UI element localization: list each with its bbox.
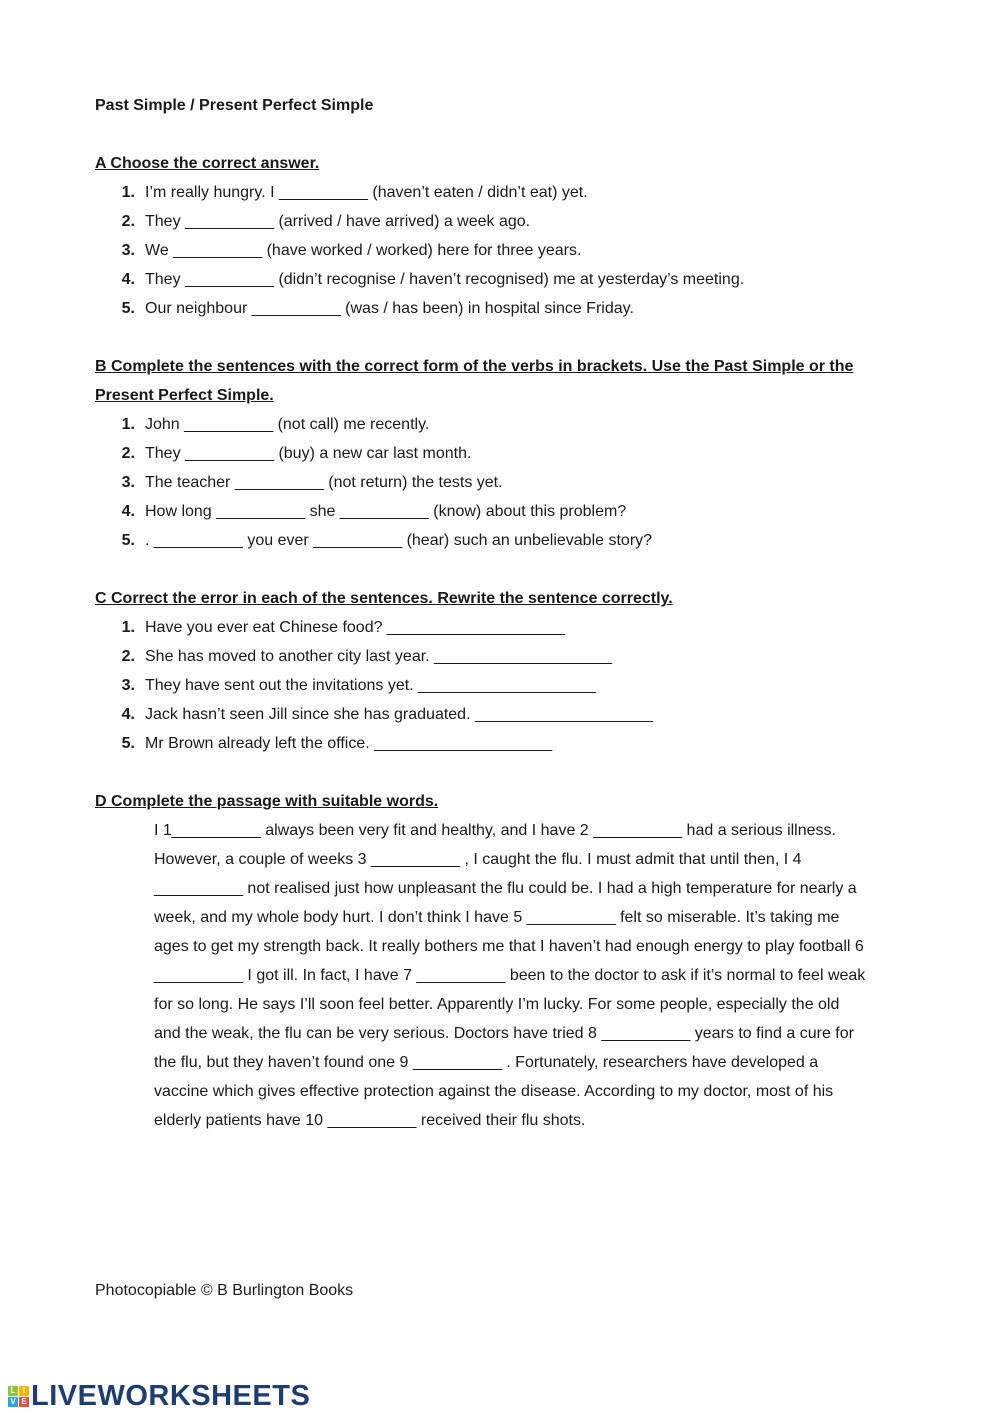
item-number: 3.	[121, 677, 135, 694]
spacer	[95, 120, 915, 149]
list-item	[95, 294, 915, 323]
spacer	[95, 758, 915, 787]
logo-letter: V	[8, 1397, 18, 1407]
item-number: 5.	[121, 300, 135, 317]
item-number: 4.	[121, 706, 135, 723]
item-number: 3.	[121, 242, 135, 259]
liveworksheets-logo	[8, 1380, 310, 1413]
item-text: They __________ (buy) a new car last month.	[145, 445, 472, 462]
section-b-list	[95, 410, 915, 555]
item-text: I’m really hungry. I __________ (haven’t eaten / didn’t eat) yet.	[145, 184, 588, 201]
section-b-heading: B Complete the sentences with the correct form of the verbs in brackets. Use the Past Simple or the	[95, 358, 854, 375]
item-number: 3.	[121, 474, 135, 491]
item-text: How long __________ she __________ (know) about this problem?	[145, 503, 627, 520]
item-number: 4.	[121, 271, 135, 288]
section-b-heading-cont: Present Perfect Simple.	[95, 387, 274, 404]
passage-line: __________ not realised just how unpleasant the flu could be. I had a high temperature for nearly a	[154, 880, 857, 897]
section-d-passage	[95, 816, 915, 1135]
item-text: They __________ (arrived / have arrived) a week ago.	[145, 213, 531, 230]
section-c-list	[95, 613, 915, 758]
passage-line: for so long. He says I’ll soon feel better. Apparently I’m lucky. For some people, especially the old	[154, 996, 840, 1013]
logo-icon	[8, 1386, 29, 1407]
list-item	[95, 613, 915, 642]
section-a-heading: A Choose the correct answer.	[95, 155, 320, 172]
passage-line: and the weak, the flu can be very serious. Doctors have tried 8 __________ years to find a cure for	[154, 1025, 854, 1042]
logo-letter: I	[19, 1386, 29, 1396]
item-text: . __________ you ever __________ (hear) such an unbelievable story?	[145, 532, 653, 549]
item-number: 1.	[121, 619, 135, 636]
worksheet	[95, 91, 915, 1135]
list-item	[95, 236, 915, 265]
spacer	[95, 323, 915, 352]
item-text: Mr Brown already left the office. ____________________	[145, 735, 553, 752]
list-item	[95, 265, 915, 294]
item-text: Our neighbour __________ (was / has been) in hospital since Friday.	[145, 300, 634, 317]
list-item	[95, 671, 915, 700]
item-text: Jack hasn’t seen Jill since she has graduated. ____________________	[145, 706, 653, 723]
logo-letter: E	[19, 1397, 29, 1407]
item-number: 2.	[121, 213, 135, 230]
item-number: 2.	[121, 445, 135, 462]
logo-text: LIVEWORKSHEETS	[31, 1380, 311, 1412]
list-item	[95, 439, 915, 468]
list-item	[95, 468, 915, 497]
passage-line: I 1__________ always been very fit and healthy, and I have 2 __________ had a serious illness.	[154, 822, 836, 839]
item-number: 2.	[121, 648, 135, 665]
spacer	[95, 555, 915, 584]
section-d-heading: D Complete the passage with suitable words.	[95, 793, 439, 810]
item-number: 1.	[121, 416, 135, 433]
item-number: 5.	[121, 532, 135, 549]
page-title: Past Simple / Present Perfect Simple	[95, 97, 374, 114]
list-item	[95, 410, 915, 439]
logo-letter: L	[8, 1386, 18, 1396]
item-number: 5.	[121, 735, 135, 752]
item-text: The teacher __________ (not return) the tests yet.	[145, 474, 503, 491]
item-text: John __________ (not call) me recently.	[145, 416, 430, 433]
list-item	[95, 700, 915, 729]
item-text: They __________ (didn’t recognise / haven’t recognised) me at yesterday’s meeting.	[145, 271, 745, 288]
passage-line: __________ I got ill. In fact, I have 7 __________ been to the doctor to ask if it’s normal to feel weak	[154, 967, 866, 984]
passage-line: the flu, but they haven’t found one 9 __________ . Fortunately, researchers have developed a	[154, 1054, 819, 1071]
list-item	[95, 497, 915, 526]
item-number: 1.	[121, 184, 135, 201]
passage-line: However, a couple of weeks 3 __________ , I caught the flu. I must admit that until then, I 4	[154, 851, 802, 868]
item-text: Have you ever eat Chinese food? ____________________	[145, 619, 565, 636]
list-item	[95, 526, 915, 555]
section-a-list	[95, 178, 915, 323]
passage-line: week, and my whole body hurt. I don’t think I have 5 __________ felt so miserable. It’s taking me	[154, 909, 840, 926]
item-text: She has moved to another city last year. ____________________	[145, 648, 613, 665]
list-item	[95, 178, 915, 207]
item-number: 4.	[121, 503, 135, 520]
list-item	[95, 207, 915, 236]
passage-line: elderly patients have 10 __________ received their flu shots.	[154, 1112, 586, 1129]
passage-line: ages to get my strength back. It really bothers me that I haven’t had enough energy to play football 6	[154, 938, 864, 955]
passage-line: vaccine which gives effective protection against the disease. According to my doctor, most of his	[154, 1083, 834, 1100]
section-c-heading: C Correct the error in each of the sentences. Rewrite the sentence correctly.	[95, 590, 673, 607]
item-text: We __________ (have worked / worked) here for three years.	[145, 242, 582, 259]
list-item	[95, 642, 915, 671]
list-item	[95, 729, 915, 758]
copyright-footer: Photocopiable © B Burlington Books	[95, 1282, 354, 1299]
item-text: They have sent out the invitations yet. ____________________	[145, 677, 597, 694]
